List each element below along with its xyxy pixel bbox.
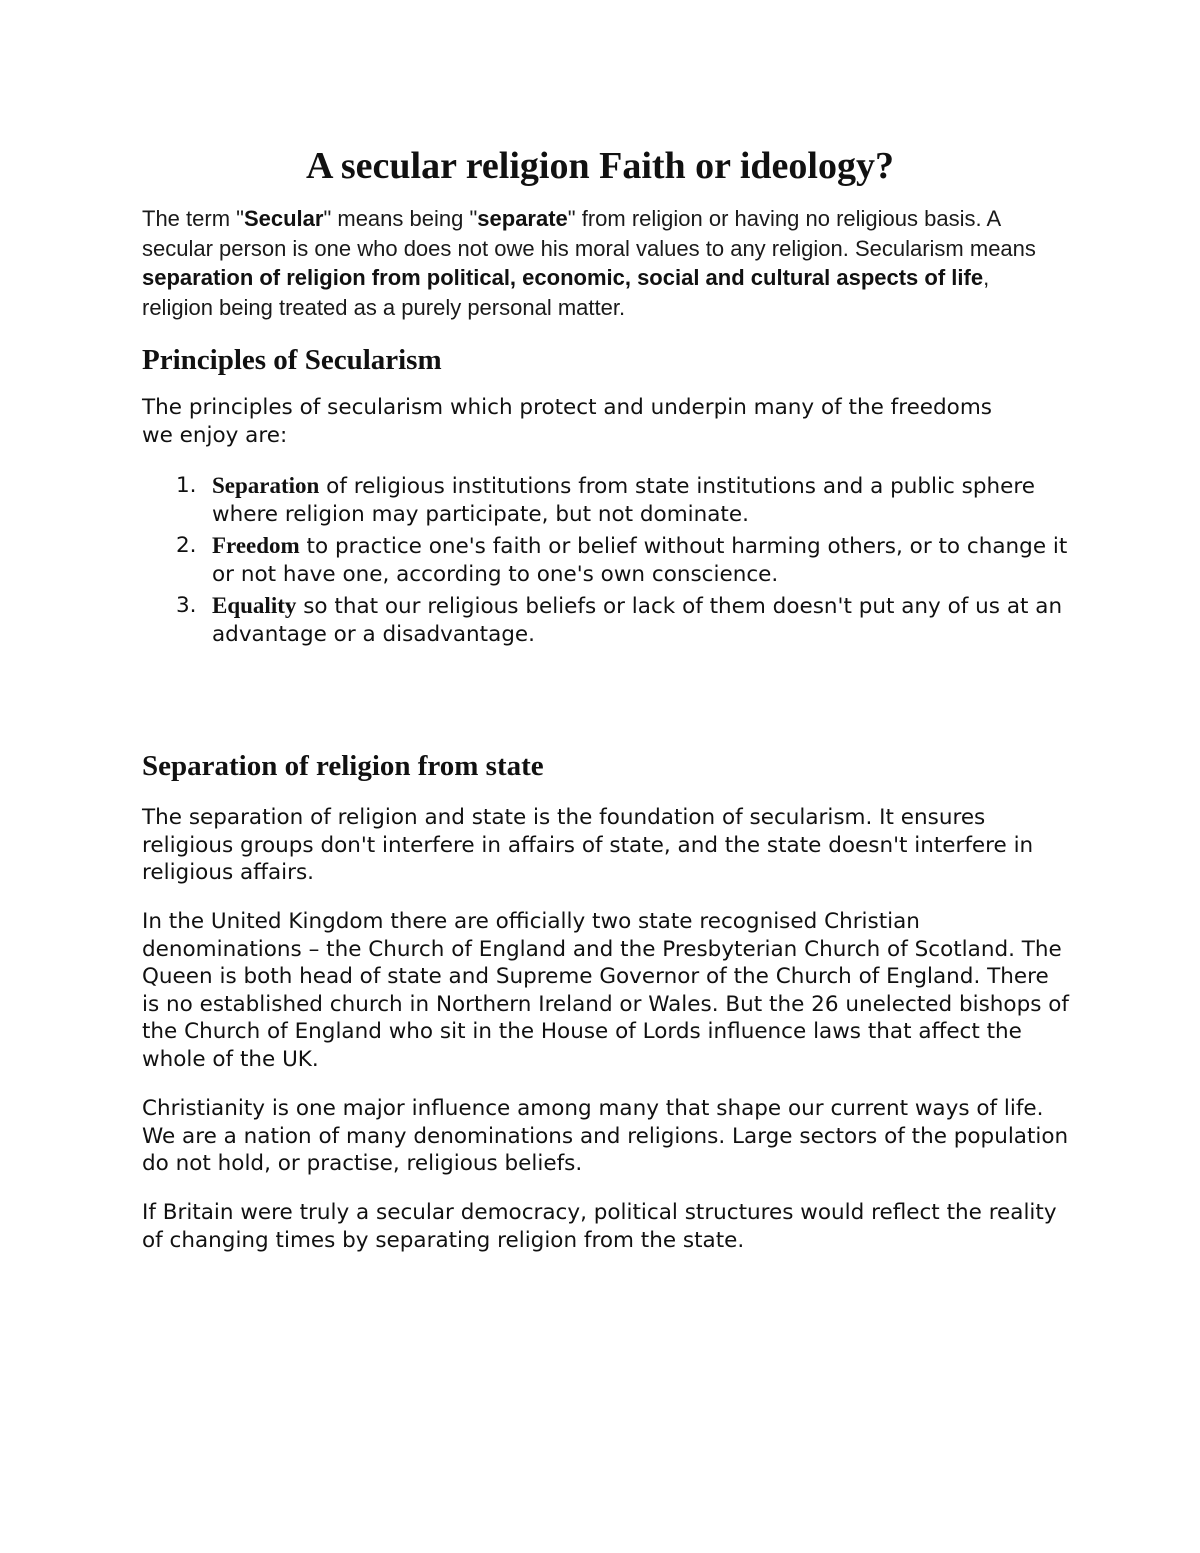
- intro-bold-secular: Secular: [243, 206, 324, 231]
- intro-bold-separate: separate: [477, 206, 568, 231]
- intro-text-1: The term ": [142, 206, 244, 231]
- list-term: Equality: [212, 593, 297, 618]
- principles-list: [142, 472, 1142, 652]
- list-item: [176, 472, 1072, 528]
- paragraph: If Britain were truly a secular democracy, political structures would reflect the reality of changing times by separating religion from the state.: [142, 1200, 1057, 1253]
- section-heading-principles: Principles of Secularism: [142, 344, 442, 376]
- paragraph: In the United Kingdom there are officially two state recognised Christian denominations – the Church of England and the Presbyterian Church of Scotland. The Queen is both head of state and Supreme Governor of the Church of England. There is no established church in Northern Ireland or Wales. But the 26 unelected bishops of the Church of England who sit in the House of Lords influence laws that affect the whole of the UK.: [142, 909, 1069, 1072]
- intro-paragraph: [142, 204, 1062, 322]
- paragraph: The separation of religion and state is the foundation of secularism. It ensures religious groups don't interfere in affairs of state, and the state doesn't interfere in religious affairs.: [142, 805, 1034, 885]
- section-heading-separation: Separation of religion from state: [142, 750, 544, 782]
- list-number: 1.: [176, 473, 197, 498]
- intro-bold-definition: separation of religion from political, economic, social and cultural aspects of life: [142, 265, 984, 290]
- paragraph: Christianity is one major influence among many that shape our current ways of life. We are a nation of many denominations and religions. Large sectors of the population do not hold, or practise, religious beliefs.: [142, 1096, 1069, 1176]
- intro-text-3: " from religion or having no religious basis. A secular person is one who does not owe his moral values to any religion. Secularism means: [142, 206, 1036, 261]
- list-item: [176, 592, 1072, 648]
- intro-text-4: , religion being treated as a purely personal matter.: [142, 265, 990, 320]
- list-text: so that our religious beliefs or lack of them doesn't put any of us at an advantage or a disadvantage.: [212, 594, 1063, 647]
- list-text: of religious institutions from state institutions and a public sphere where religion may participate, but not dominate.: [212, 474, 1035, 527]
- list-term: Separation: [212, 473, 320, 498]
- list-text: to practice one's faith or belief without harming others, or to change it or not have one, according to one's own conscience.: [212, 534, 1068, 587]
- list-number: 3.: [176, 593, 197, 618]
- intro-text-2: " means being ": [323, 206, 478, 231]
- list-number: 2.: [176, 533, 197, 558]
- list-item: [176, 532, 1072, 588]
- list-term: Freedom: [212, 533, 300, 558]
- principles-lead: The principles of secularism which protect and underpin many of the freedoms we enjoy are:: [142, 395, 992, 448]
- document-title: A secular religion Faith or ideology?: [306, 145, 894, 187]
